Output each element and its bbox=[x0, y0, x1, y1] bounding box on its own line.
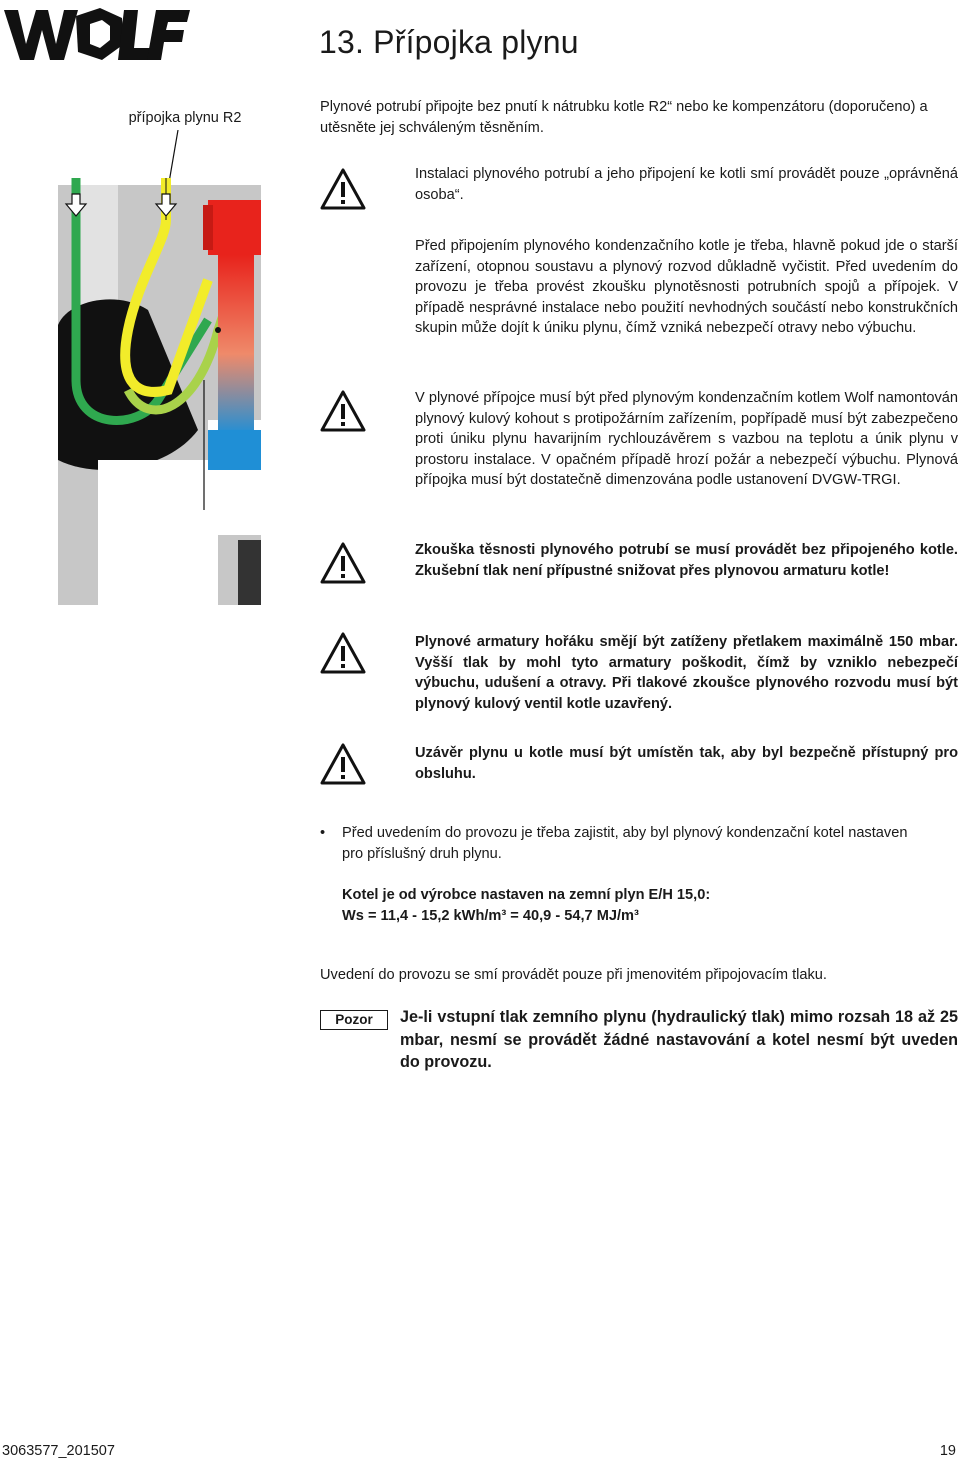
pozor-text: Je-li vstupní tlak zemního plynu (hydraulický tlak) mimo rozsah 18 až 25 mbar, nesmí se provádět žádné nastavování a kotel nesmí být uveden do provozu. bbox=[400, 1008, 958, 1071]
warning-icon bbox=[320, 168, 366, 210]
factory-setting-line2: Ws = 11,4 - 15,2 kWh/m³ = 40,9 - 54,7 MJ/m³ bbox=[342, 907, 639, 924]
warning-icon bbox=[320, 743, 366, 785]
warning-icon bbox=[320, 632, 366, 674]
bullet-dot-icon: • bbox=[320, 825, 326, 841]
warning-text: Plynové armatury hořáku smějí být zatíženy přetlakem maximálně 150 mbar. Vyšší tlak by mohl tyto armatury poškodit, čímž by vzniklo nebezpečí výbuchu, udušení a otravy. Při tlakové zkoušce plynového rozvodu musí být plynový kulový ventil kotle uzavřený. bbox=[415, 634, 958, 712]
commissioning-note: Uvedení do provozu se smí provádět pouze při jmenovitém připojovacím tlaku. bbox=[320, 967, 827, 983]
figure-caption: přípojka plynu R2 bbox=[128, 110, 242, 126]
warning-text: Zkouška těsnosti plynového potrubí se musí provádět bez připojeného kotle. Zkušební tlak není přípustné snižovat přes plynovou armaturu kotle! bbox=[415, 542, 958, 579]
factory-setting bbox=[342, 885, 942, 926]
warning-text: Před připojením plynového kondenzačního kotle je třeba, hlavně pokud jde o starší zařízení, otopnou soustavu a plynový rozvod důkladně vyčistit. Před uvedením do provozu je třeba provést zkoušku plynotěsnosti potrubních spojů a přípojek. V případě nesprávné instalace nebo použití nevhodných součástí nebo konstrukčních skupin může dojít k úniku plynu, čímž vzniká nebezpečí otravy nebo výbuchu. bbox=[415, 238, 958, 337]
factory-setting-line1: Kotel je od výrobce nastaven na zemní plyn E/H 15,0: bbox=[342, 887, 711, 903]
page-title: 13. Přípojka plynu bbox=[319, 24, 579, 60]
warning-icon bbox=[320, 390, 366, 432]
document-number: 3063577_201507 bbox=[2, 1443, 115, 1459]
warning-text: V plynové přípojce musí být před plynovým kondenzačním kotlem Wolf namontován plynový kulový kohout s protipožárním zařízením, popřípadě musí být zabezpečeno proti úniku plynu havarijním rychlouzávěrem s vazbou na teplotu a únik plynu v prostoru instalace. V opačném případě hrozí požár a nebezpečí výbuchu. Plynová přípojka musí být dostatečně dimenzována podle ustanovení DVGW-TRGI. bbox=[415, 390, 958, 489]
gas-connection-diagram bbox=[58, 130, 261, 605]
warning-text: Instalaci plynového potrubí a jeho připojení ke kotli smí provádět pouze „oprávněná osoba“. bbox=[415, 166, 958, 203]
wolf-logo bbox=[4, 4, 190, 64]
warning-icon bbox=[320, 542, 366, 584]
pozor-label: Pozor bbox=[320, 1010, 388, 1030]
page-number: 19 bbox=[939, 1443, 956, 1459]
intro-paragraph: Plynové potrubí připojte bez pnutí k nátrubku kotle R2“ nebo ke kompenzátoru (doporučeno) a utěsněte jej schváleným těsněním. bbox=[320, 99, 928, 136]
bullet-text: Před uvedením do provozu je třeba zajistit, aby byl plynový kondenzační kotel nastaven pro příslušný druh plynu. bbox=[342, 825, 908, 862]
warning-text: Uzávěr plynu u kotle musí být umístěn tak, aby byl bezpečně přístupný pro obsluhu. bbox=[415, 745, 958, 782]
